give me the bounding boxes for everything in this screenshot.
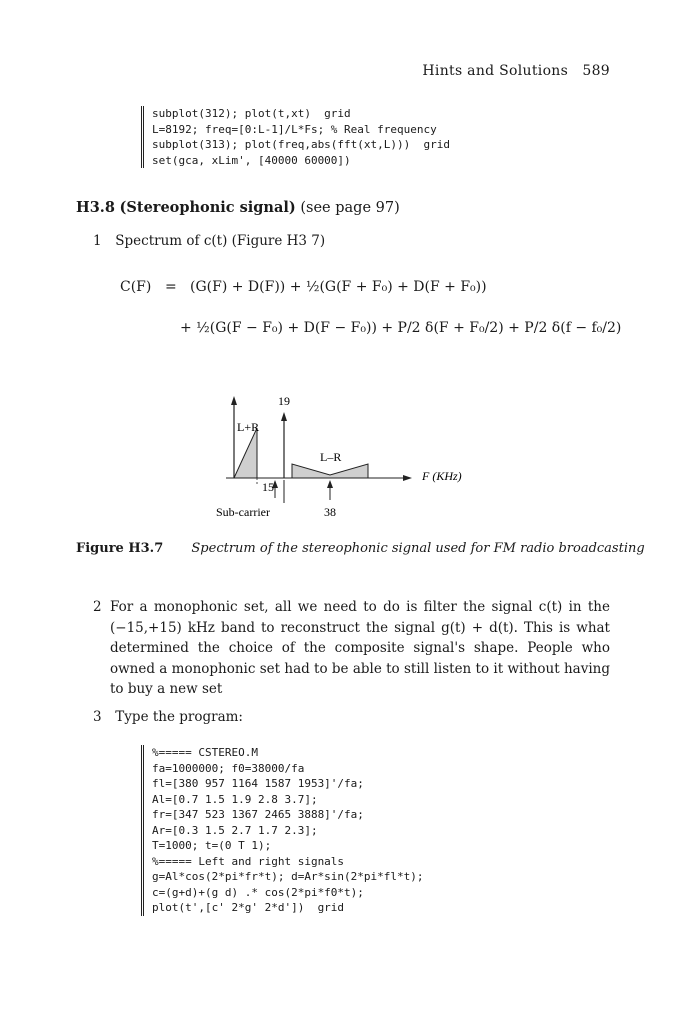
lr-sum-band [234,428,257,478]
code-line: T=1000; t=(0 T 1); [152,839,272,852]
pilot-arrow-icon [281,412,287,421]
list-item-3 [93,707,243,728]
code-line: g=Al*cos(2*pi*fr*t); d=Ar*sin(2*pi*fl*t); [152,870,424,883]
label-lr-sum: L+R [237,420,260,434]
section-heading [76,199,400,216]
code-block-bottom [141,745,424,916]
label-15: 15 [262,480,274,494]
figure-caption [76,541,645,556]
caption-text: Spectrum of the stereophonic signal used for FM radio broadcasting [191,541,645,556]
label-subcarrier: Sub-carrier [216,505,270,519]
code-line: fa=1000000; f0=38000/fa [152,761,305,775]
equation-line-2: + ½(G(F − F₀) + D(F − F₀)) + P/2 δ(F + F₀/2) + P/2 δ(f − f₀/2) [180,320,622,336]
list-item-2-text: For a monophonic set, all we need to do is filter the signal c(t) in the (−15,+15) kHz band to reconstruct the signal g(t) + d(t). This is what determined the choice of the composite signal's shape. People who owned a monophonic set had to be able to still listen to it without having to buy a new set [110,599,610,697]
item-number: 2 [93,599,102,615]
code-line: Al=[0.7 1.5 1.9 2.8 3.7]; [152,792,318,806]
equation-lhs: C(F) [120,279,152,295]
code-line: fl=[380 957 1164 1587 1953]'/fa; [152,777,364,790]
page-number: 589 [582,63,610,79]
code-line: c=(g+d)+(g d) .* cos(2*pi*f0*t); [152,885,364,899]
code-line: set(gca, xLim', [40000 60000]) [152,153,351,167]
item-text: Type the program: [115,709,243,725]
code-line: %===== CSTEREO.M [152,746,258,759]
equation-line-1: (G(F) + D(F)) + ½(G(F + F₀) + D(F + F₀)) [190,279,487,295]
list-item-1 [93,231,325,252]
section-title: (Stereophonic signal) [119,199,296,216]
code-line: subplot(312); plot(t,xt) grid [152,107,351,120]
item-number: 1 [93,233,102,249]
equation-equals: = [165,279,177,295]
spectrum-figure [200,388,490,520]
section-ref: (see page 97) [300,200,400,216]
caption-label: Figure H3.7 [76,541,164,556]
section-id: H3.8 [76,199,115,216]
code-line: L=8192; freq=[0:L-1]/L*Fs; % Real frequency [152,122,437,136]
item-number: 3 [93,709,102,725]
list-item-2-number [93,597,111,618]
running-title: Hints and Solutions [422,63,569,79]
code-block-top [141,106,450,168]
label-38: 38 [324,505,336,519]
label-lr-diff: L–R [320,450,342,464]
code-line: Ar=[0.3 1.5 2.7 1.7 2.3]; [152,823,318,837]
label-axis: F (KHz) [422,469,462,483]
code-line: subplot(313); plot(freq,abs(fft(xt,L))) grid [152,138,451,151]
y-axis-arrow-icon [231,396,237,405]
axis-arrow-icon [403,475,412,481]
item-text: Spectrum of c(t) (Figure H3 7) [115,233,326,249]
code-line: %===== Left and right signals [152,854,345,868]
label-19: 19 [278,394,290,408]
marker-38-arrow-icon [327,480,333,488]
code-line: plot(t',[c' 2*g' 2*d']) grid [152,901,345,914]
running-header [422,63,610,79]
code-line: fr=[347 523 1367 2465 3888]'/fa; [152,808,364,821]
lr-diff-band [292,464,368,478]
